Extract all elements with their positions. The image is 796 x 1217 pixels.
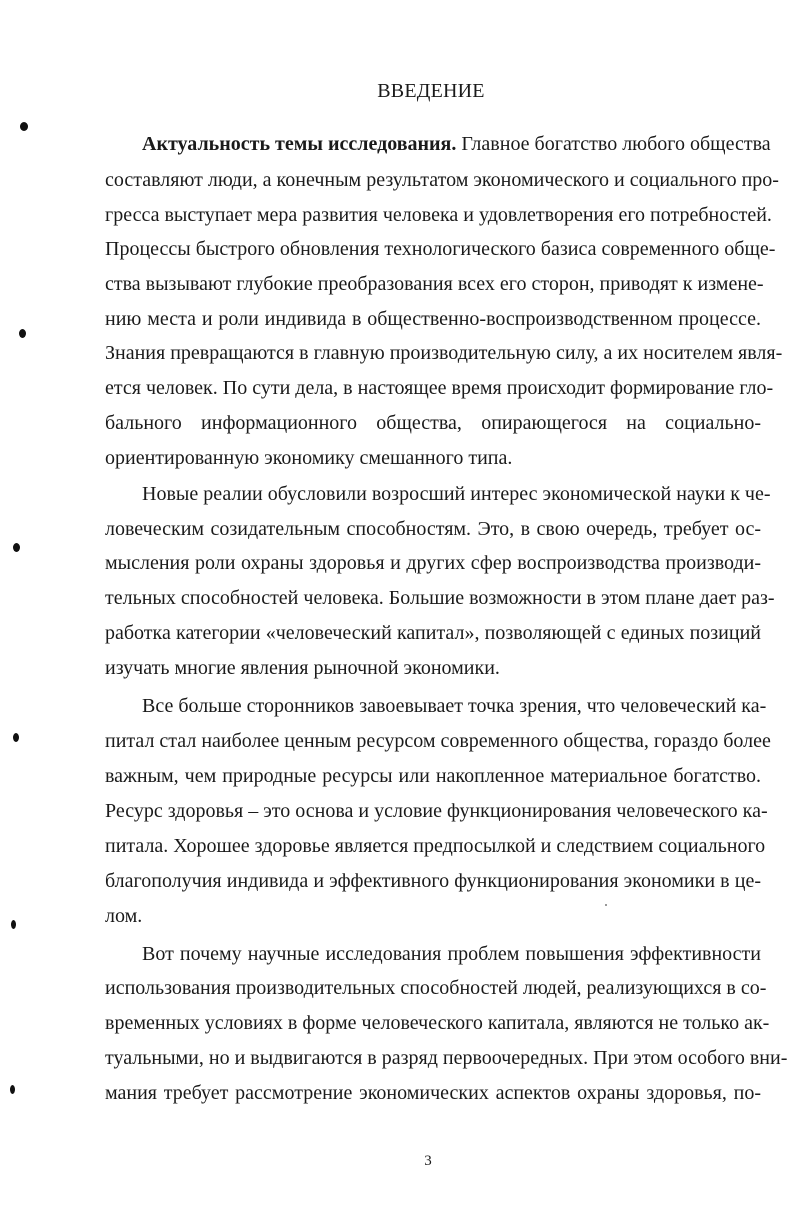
text-line: мысления роли охраны здоровья и других сфер воспроизводства производи- — [105, 552, 761, 574]
text-line: гресса выступает мера развития человека и удовлетворения его потребностей. — [105, 204, 772, 226]
text-line: Процессы быстрого обновления технологического базиса современного обще- — [105, 238, 776, 260]
text-line: Новые реалии обусловили возросший интерес экономической науки к че- — [142, 483, 771, 505]
lead-heading: Актуальность темы исследования. — [142, 133, 457, 155]
text-line: изучать многие явления рыночной экономики. — [105, 657, 500, 679]
page-title: ВВЕДЕНИЕ — [377, 80, 485, 102]
text-line: ства вызывают глубокие преобразования всех его сторон, приводят к измене- — [105, 273, 764, 295]
text-line: благополучия индивида и эффективного функционирования экономики в це- — [105, 870, 761, 892]
text-line: туальными, но и выдвигаются в разряд первоочередных. При этом особого вни- — [105, 1047, 788, 1069]
text-line: использования производительных способностей людей, реализующихся в со- — [105, 977, 767, 999]
text-line: бального информационного общества, опирающегося на социально- — [105, 412, 761, 434]
text-line: работка категории «человеческий капитал», позволяющей с единых позиций — [105, 622, 761, 644]
text-line: мания требует рассмотрение экономических аспектов охраны здоровья, по- — [105, 1082, 761, 1104]
text-line: Все больше сторонников завоевывает точка зрения, что человеческий ка- — [142, 695, 767, 717]
text-line: Знания превращаются в главную производительную силу, а их носителем явля- — [105, 342, 783, 364]
text-line: питал стал наиболее ценным ресурсом современного общества, гораздо более — [105, 730, 771, 752]
text-line: тельных способностей человека. Большие возможности в этом плане дает раз- — [105, 587, 775, 609]
binder-hole-mark — [10, 1085, 15, 1094]
text-line: Актуальность темы исследования. Главное богатство любого общества — [142, 133, 771, 155]
binder-hole-mark — [19, 329, 26, 338]
text-line: ориентированную экономику смешанного типа. — [105, 447, 513, 469]
binder-hole-mark — [20, 122, 28, 131]
text-line: ловеческим созидательным способностям. Это, в свою очередь, требует ос- — [105, 518, 761, 540]
text-line: временных условиях в форме человеческого капитала, являются не только ак- — [105, 1012, 770, 1034]
text-line: ется человек. По сути дела, в настоящее время происходит формирование гло- — [105, 377, 774, 399]
page-number: 3 — [424, 1153, 432, 1169]
text-line: Ресурс здоровья – это основа и условие функционирования человеческого ка- — [105, 800, 768, 822]
text-line: питала. Хорошее здоровье является предпосылкой и следствием социального — [105, 835, 766, 857]
binder-hole-mark — [13, 733, 19, 742]
text-line: лом. — [105, 905, 143, 927]
binder-hole-mark — [13, 543, 20, 552]
binder-hole-mark — [11, 920, 16, 929]
text-line: нию места и роли индивида в общественно-воспроизводственном процессе. — [105, 308, 761, 330]
text-line: важным, чем природные ресурсы или накопленное материальное богатство. — [105, 765, 761, 787]
text-line: Вот почему научные исследования проблем повышения эффективности — [142, 943, 761, 965]
text-line: составляют люди, а конечным результатом экономического и социального про- — [105, 169, 779, 191]
